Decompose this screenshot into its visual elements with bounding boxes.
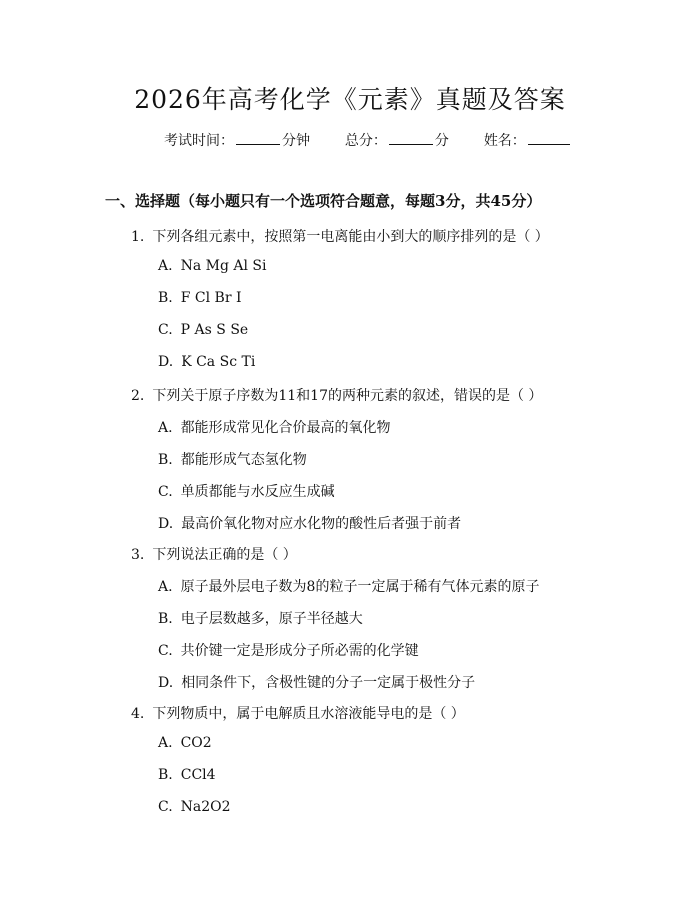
option-text: CO2 [180, 735, 212, 751]
question-text: 下列各组元素中，按照第一电离能由小到大的顺序排列的是（ ） [152, 229, 549, 245]
option [158, 735, 212, 751]
option-letter: D. [158, 516, 174, 532]
option-text: 相同条件下，含极性键的分子一定属于极性分子 [181, 675, 476, 691]
option-text: 原子最外层电子数为8的粒子一定属于稀有气体元素的原子 [180, 579, 540, 595]
option-letter: B. [158, 452, 173, 468]
option [158, 576, 539, 596]
option-letter: C. [158, 322, 173, 338]
option-letter: A. [158, 258, 173, 274]
option [158, 258, 266, 274]
option-letter: A. [158, 735, 173, 751]
time-blank [236, 130, 280, 145]
question-stem [131, 544, 297, 564]
option [158, 449, 307, 469]
option [158, 290, 242, 306]
option-text: F Cl Br I [180, 290, 242, 306]
name-label: 姓名： [483, 133, 526, 149]
option [158, 608, 363, 628]
exam-meta [164, 130, 572, 150]
score-blank [389, 130, 433, 145]
option-text: CCl4 [180, 767, 216, 783]
option [158, 767, 216, 783]
question-stem [131, 703, 465, 723]
question-text: 下列说法正确的是（ ） [152, 547, 297, 563]
question-number: 3. [131, 547, 145, 563]
option [158, 672, 475, 692]
option [158, 799, 231, 815]
page-title: 2026年高考化学《元素》真题及答案 [134, 85, 566, 114]
score-unit: 分 [434, 133, 449, 149]
time-label: 考试时间： [164, 133, 234, 149]
question-number: 1. [131, 229, 145, 245]
option [158, 354, 255, 370]
option-text: P As S Se [180, 322, 249, 338]
time-unit: 分钟 [282, 133, 310, 149]
option-letter: D. [158, 354, 174, 370]
option-letter: A. [158, 420, 173, 436]
question-number: 4. [131, 706, 145, 722]
option-letter: B. [158, 611, 173, 627]
option [158, 417, 391, 437]
option [158, 513, 461, 533]
option-text: 共价键一定是形成分子所必需的化学键 [180, 643, 419, 659]
option-letter: B. [158, 767, 173, 783]
score-label: 总分： [344, 133, 387, 149]
name-blank [528, 130, 570, 145]
section-heading: 一、选择题（每小题只有一个选项符合题意，每题3分，共45分） [105, 192, 542, 210]
option [158, 322, 248, 338]
option-text: 都能形成气态氢化物 [180, 452, 307, 468]
question-stem [131, 385, 542, 405]
option-text: 单质都能与水反应生成碱 [180, 484, 335, 500]
option-text: K Ca Sc Ti [181, 354, 256, 370]
option-letter: C. [158, 799, 173, 815]
option-text: Na2O2 [180, 799, 231, 815]
option [158, 640, 419, 660]
option-text: Na Mg Al Si [180, 258, 267, 274]
option-text: 都能形成常见化合价最高的氧化物 [180, 420, 391, 436]
question-number: 2. [131, 388, 145, 404]
option-letter: D. [158, 675, 174, 691]
option [158, 481, 335, 501]
option-letter: C. [158, 643, 173, 659]
question-text: 下列关于原子序数为11和17的两种元素的叙述，错误的是（ ） [152, 388, 543, 404]
question-text: 下列物质中，属于电解质且水溶液能导电的是（ ） [152, 706, 465, 722]
option-text: 最高价氧化物对应水化物的酸性后者强于前者 [181, 516, 462, 532]
option-letter: C. [158, 484, 173, 500]
option-text: 电子层数越多，原子半径越大 [180, 611, 363, 627]
option-letter: A. [158, 579, 173, 595]
option-letter: B. [158, 290, 173, 306]
question-stem [131, 226, 549, 246]
